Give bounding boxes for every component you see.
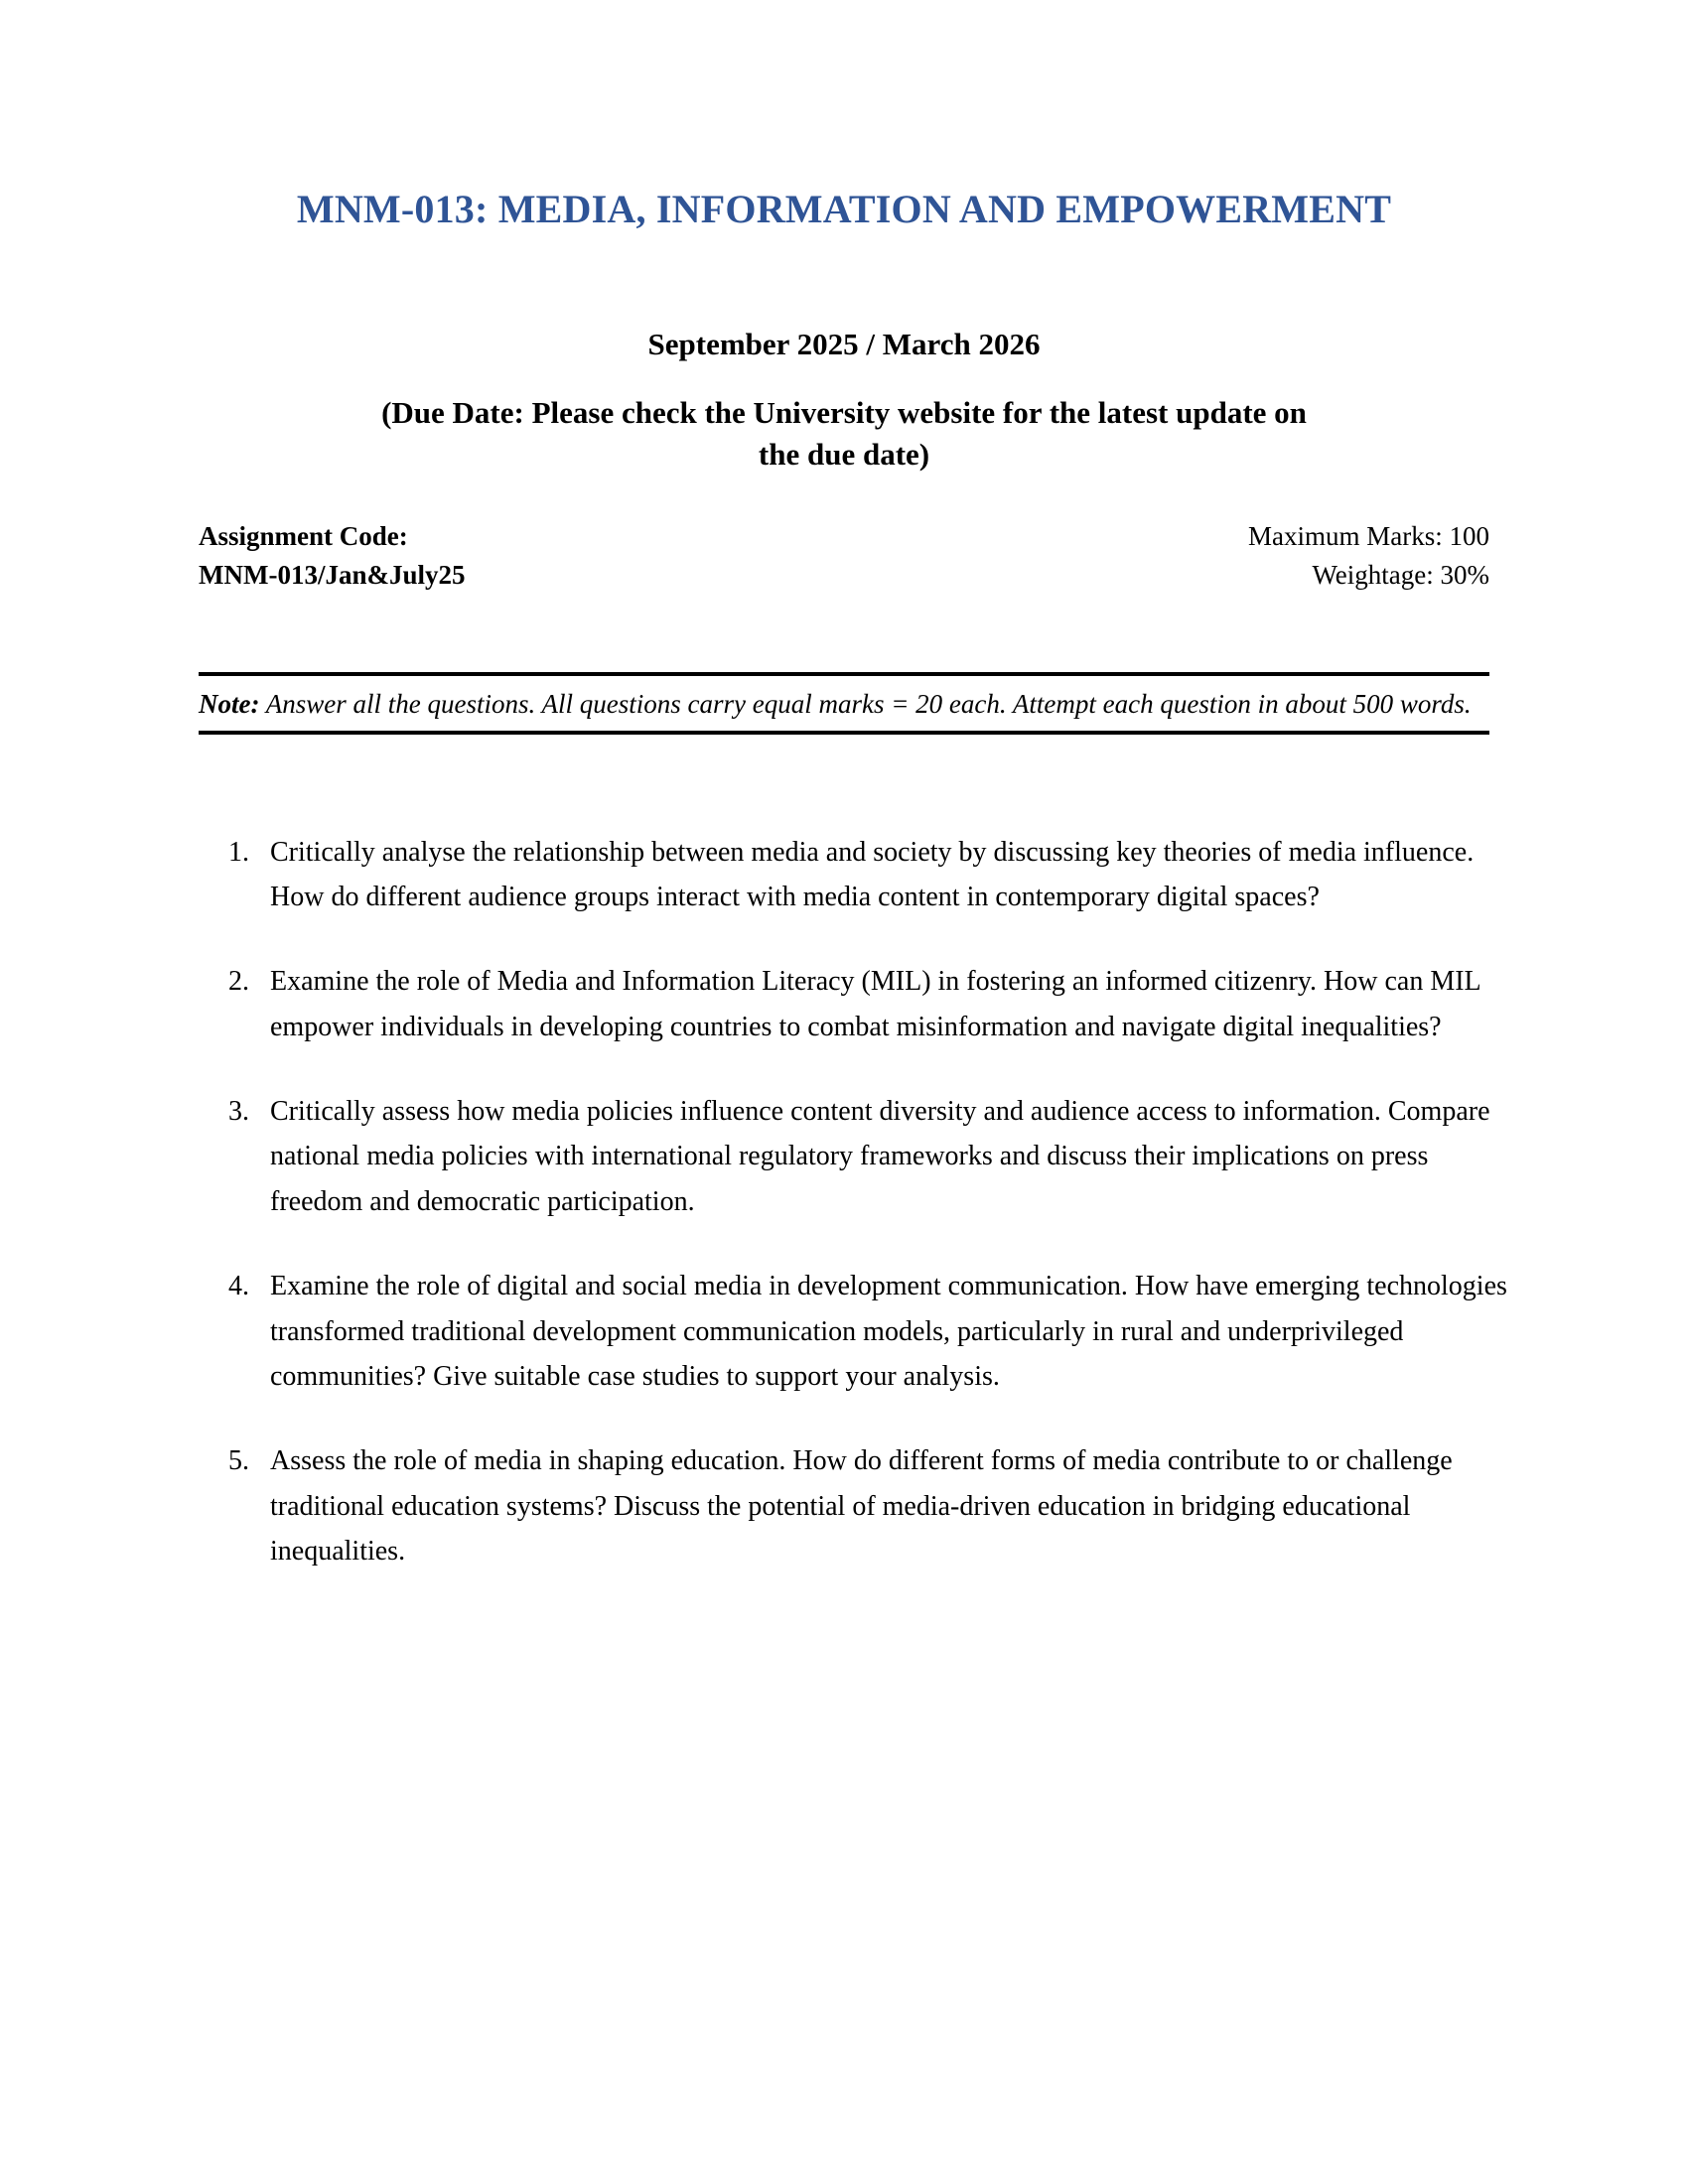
due-date-line-2: the due date): [758, 437, 930, 473]
due-date-line-1: (Due Date: Please check the University website for the latest update on: [381, 395, 1307, 431]
assignment-code-label: Assignment Code:: [199, 520, 408, 551]
note-box: [199, 595, 1489, 735]
weightage: Weightage: 30%: [1312, 560, 1489, 591]
question-item-3: [218, 1089, 1509, 1224]
question-item-1: [218, 830, 1509, 920]
note-label: Note:: [199, 689, 260, 720]
question-text: Critically analyse the relationship between media and society by discussing key theories of media influence. How do different audience groups interact with media content in contemporary digital spaces?: [270, 836, 1475, 913]
question-item-4: [218, 1264, 1509, 1399]
question-number: 2.: [228, 966, 249, 998]
assignment-info-row: [199, 476, 1489, 595]
question-list: [179, 735, 1509, 1574]
note-text: [199, 676, 1489, 731]
question-text: Examine the role of Media and Information Literacy (MIL) in fostering an informed citizenry. How can MIL empower individuals in developing countries to combat misinformation and navigate digital inequalities?: [270, 966, 1480, 1042]
question-number: 1.: [228, 836, 249, 868]
session-line: September 2025 / March 2026: [647, 327, 1041, 361]
question-number: 4.: [228, 1271, 249, 1302]
due-date-block: [233, 362, 1455, 476]
question-item-2: [218, 959, 1509, 1049]
question-number: 3.: [228, 1096, 249, 1128]
question-text: Critically assess how media policies influence content diversity and audience access to information. Compare national media policies with international regulatory frameworks and discuss their implications on press freedom and democratic participation.: [270, 1096, 1490, 1217]
question-text: Assess the role of media in shaping education. How do different forms of media contribute to or challenge traditional education systems? Discuss the potential of media-driven education in bridging educational inequalities.: [270, 1445, 1453, 1567]
assignment-code-value: MNM-013/Jan&July25: [199, 560, 466, 591]
note-body: Answer all the questions. All questions carry equal marks = 20 each. Attempt each question in about 500 words.: [259, 689, 1472, 720]
maximum-marks: Maximum Marks: 100: [1248, 520, 1489, 551]
question-text: Examine the role of digital and social media in development communication. How have emerging technologies transformed traditional development communication models, particularly in rural and underprivileged communities? Give suitable case studies to support your analysis.: [270, 1271, 1507, 1392]
question-item-5: [218, 1438, 1509, 1573]
assignment-code-block: [199, 517, 465, 595]
marks-block: [1248, 517, 1489, 595]
page-title: MNM-013: MEDIA, INFORMATION AND EMPOWERMENT: [296, 187, 1392, 231]
question-number: 5.: [228, 1445, 249, 1477]
